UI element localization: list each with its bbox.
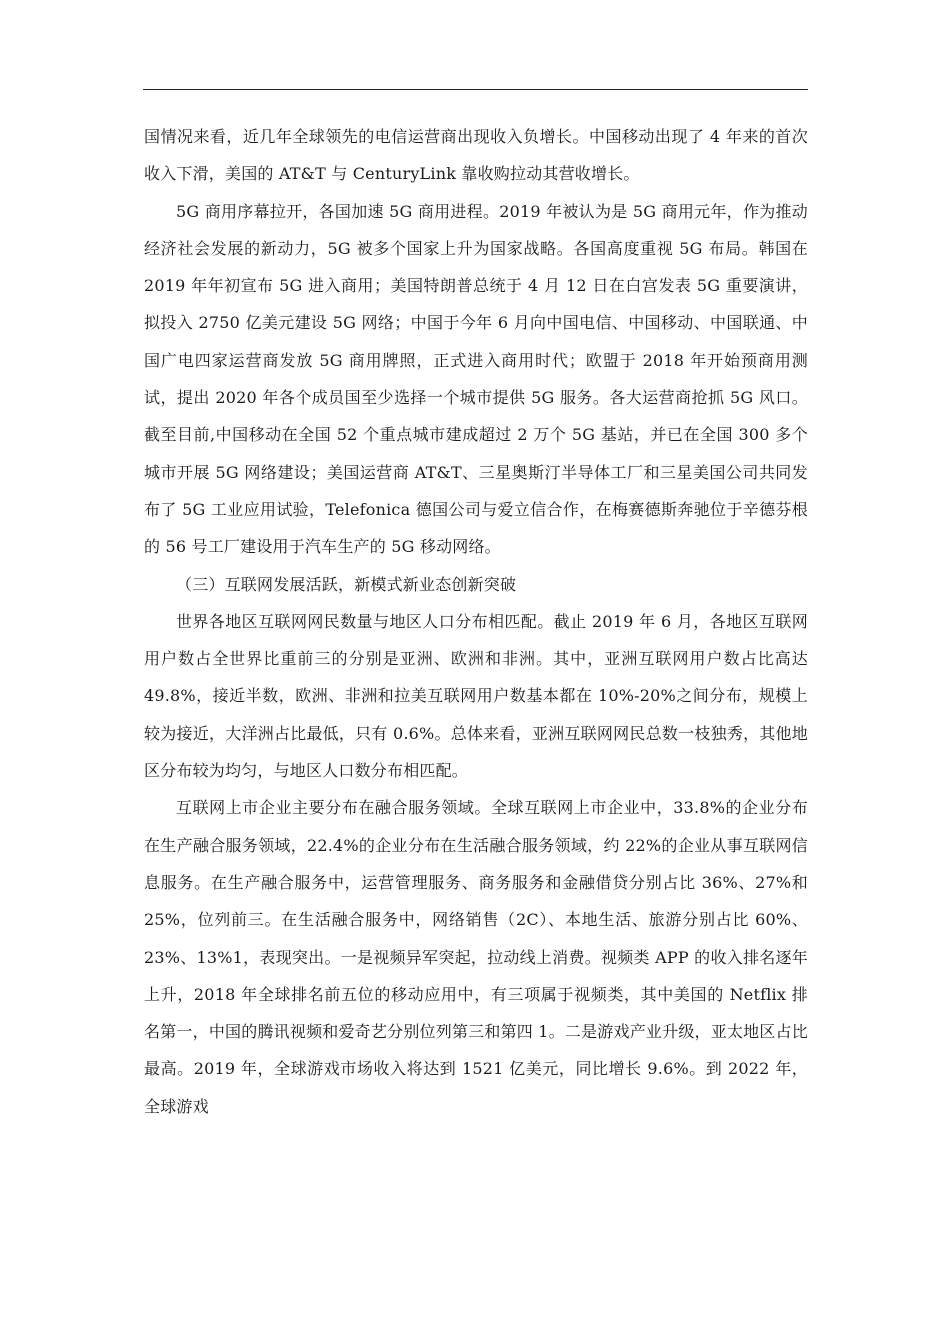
- section-heading: （三）互联网发展活跃，新模式新业态创新突破: [176, 574, 517, 594]
- header-rule: [143, 89, 808, 90]
- paragraph-listed-companies: 互联网上市企业主要分布在融合服务领域。全球互联网上市企业中，33.8%的企业分布在生产融合服务领域，22.4%的企业分布在生活融合服务领域，约 22%的企业从事互联网信息服务。在生产融合服务中，运营管理服务、商务服务和金融借贷分别占比 36%、27%和 25%，位列前三。在生活融合服务中，网络销售（2C）、本地生活、旅游分别占比 60%、23%、13%1，表现突出。一是视频异军突起，拉动线上消费。视频类 APP 的收入排名逐年上升，2018 年全球排名前五位的移动应用中，有三项属于视频类，其中美国的 Netflix 排名第一，中国的腾讯视频和爱奇艺分别位列第三和第四 1。二是游戏产业升级，亚太地区占比最高。2019 年，全球游戏市场收入将达到 1521 亿美元，同比增长 9.6%。到 2022 年，全球游戏: [144, 798, 808, 1116]
- body-text: [144, 118, 808, 1125]
- paragraph-5g-commercial: 5G 商用序幕拉开，各国加速 5G 商用进程。2019 年被认为是 5G 商用元年，作为推动经济社会发展的新动力，5G 被多个国家上升为国家战略。各国高度重视 5G 布局。韩国在 2019 年年初宣布 5G 进入商用；美国特朗普总统于 4 月 12 日在白宫发表 5G 重要演讲，拟投入 2750 亿美元建设 5G 网络；中国于今年 6 月向中国电信、中国移动、中国联通、中国广电四家运营商发放 5G 商用牌照，正式进入商用时代；欧盟于 2018 年开始预商用测试，提出 2020 年各个成员国至少选择一个城市提供 5G 服务。各大运营商抢抓 5G 风口。截至目前,中国移动在全国 52 个重点城市建成超过 2 万个 5G 基站，并已在全国 300 多个城市开展 5G 网络建设；美国运营商 AT&T、三星奥斯汀半导体工厂和三星美国公司共同发布了 5G 工业应用试验，Telefonica 德国公司与爱立信合作，在梅赛德斯奔驰位于辛德芬根的 56 号工厂建设用于汽车生产的 5G 移动网络。: [144, 201, 808, 557]
- paragraph-continuation: 国情况来看，近几年全球领先的电信运营商出现收入负增长。中国移动出现了 4 年来的首次收入下滑，美国的 AT&T 与 CenturyLink 靠收购拉动其营收增长。: [144, 127, 808, 184]
- paragraph-internet-users: 世界各地区互联网网民数量与地区人口分布相匹配。截止 2019 年 6 月，各地区互联网用户数占全世界比重前三的分别是亚洲、欧洲和非洲。其中，亚洲互联网用户数占比高达 49.8%，接近半数，欧洲、非洲和拉美互联网用户数基本都在 10%-20%之间分布，规模上较为接近，大洋洲占比最低，只有 0.6%。总体来看，亚洲互联网网民总数一枝独秀，其他地区分布较为均匀，与地区人口数分布相匹配。: [144, 611, 808, 781]
